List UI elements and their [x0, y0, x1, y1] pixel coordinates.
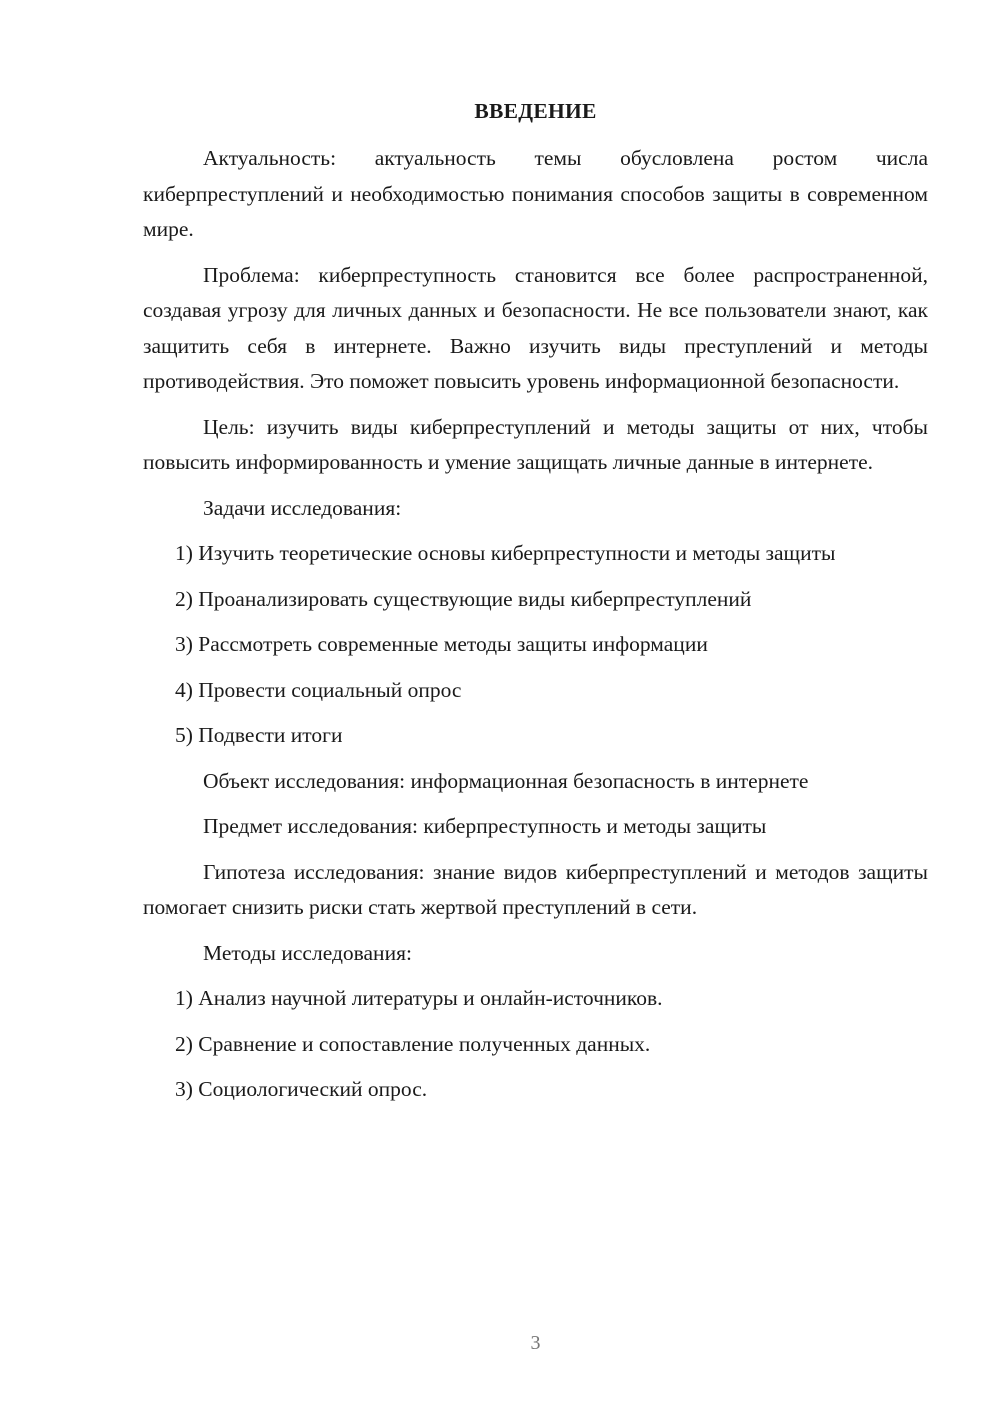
page-title: ВВЕДЕНИЕ [474, 99, 597, 123]
task-item: 1) Изучить теоретические основы киберпреступности и методы защиты [175, 541, 836, 565]
methods-heading: Методы исследования: [203, 940, 412, 965]
document-page [143, 95, 928, 1118]
task-item: 3) Рассмотреть современные методы защиты информации [175, 632, 708, 656]
problem-paragraph: Проблема: киберпреступность становится все более распространенной, создавая угрозу для личных данных и безопасности. Не все пользователи знают, как защитить себя в интернете. Важно изучить виды преступлений и методы противодействия. Это поможет повысить уровень информационной безопасности. [143, 262, 928, 393]
task-item: 4) Провести социальный опрос [175, 677, 462, 702]
task-item: 2) Проанализировать существующие виды киберпреступлений [175, 586, 752, 611]
hypothesis-paragraph: Гипотеза исследования: знание видов киберпреступлений и методов защиты помогает снизить риски стать жертвой преступлений в сети. [143, 859, 928, 919]
actuality-paragraph: Актуальность: актуальность темы обусловлена ростом числа киберпреступлений и необходимостью понимания способов защиты в современном мире. [143, 146, 928, 241]
method-item: 2) Сравнение и сопоставление полученных данных. [175, 1031, 651, 1056]
object-paragraph: Объект исследования: информационная безопасность в интернете [203, 768, 809, 793]
page-number: 3 [530, 1332, 541, 1354]
subject-paragraph: Предмет исследования: киберпреступность и методы защиты [203, 814, 767, 838]
tasks-heading: Задачи исследования: [203, 495, 402, 520]
task-item: 5) Подвести итоги [175, 723, 343, 747]
goal-paragraph: Цель: изучить виды киберпреступлений и методы защиты от них, чтобы повысить информированность и умение защищать личные данные в интернете. [143, 414, 928, 474]
method-item: 1) Анализ научной литературы и онлайн-источников. [175, 986, 663, 1010]
method-item: 3) Социологический опрос. [175, 1077, 428, 1101]
